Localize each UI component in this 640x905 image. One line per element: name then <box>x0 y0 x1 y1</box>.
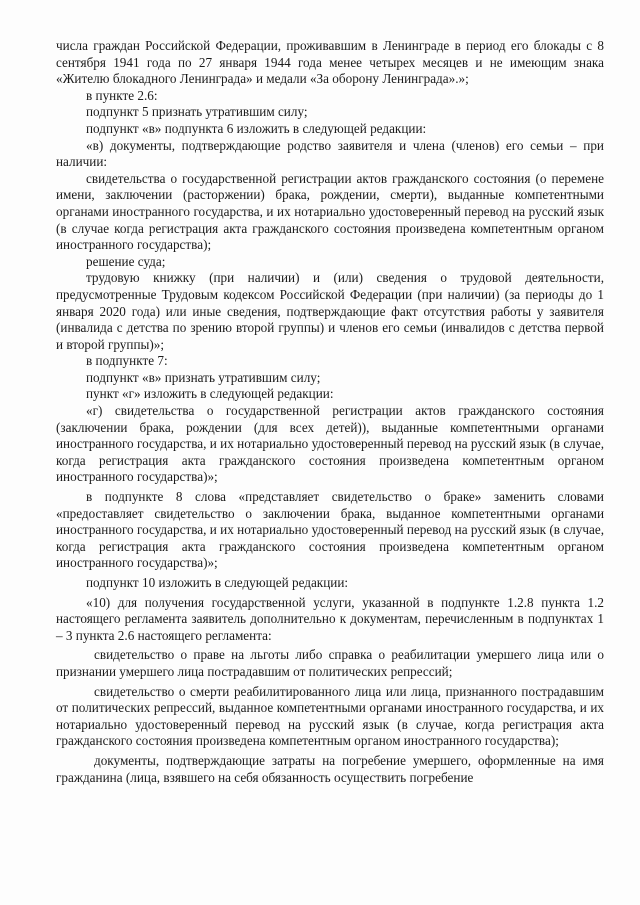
paragraph-subpoint-5: подпункт 5 признать утратившим силу; <box>86 104 308 120</box>
paragraph-court-decision: решение суда; <box>86 253 166 269</box>
paragraph-blockade-residents: числа граждан Российской Федерации, проживавшим в Ленинграде в период его блокады с 8 сентября 1941 года по 27 января 1944 года менее четырех месяцев и не имеющим знака «Жителю блокадного Ленинграда» и медали «За оборону Ленинграда».»; <box>56 38 604 87</box>
paragraph-work-record: трудовую книжку (при наличии) и (или) сведения о трудовой деятельности, предусмотренные Трудовым кодексом Российской Федерации (при наличии) (за периоды до 1 января 2020 года) или иные сведения, подтверждающие факт отсутствия работы у заявителя (инвалида с детства по зрению второй группы) и членов его семьи (инвалидов с детства первой и второй группы)»; <box>56 270 604 352</box>
paragraph-death-certificate: свидетельство о смерти реабилитированного лица или лица, признанного пострадавшим от политических репрессий, выданное компетентными органами иностранного государства, и их нотариально удостоверенный перевод на русский язык (в случае, когда регистрация акта гражданского состояния произведена компетентным органом иностранного государства); <box>56 683 604 749</box>
paragraph-subpoint-v-text: «в) документы, подтверждающие родство заявителя и члена (членов) его семьи – при наличии: <box>56 137 604 170</box>
paragraph-point-g-intro: пункт «г» изложить в следующей редакции: <box>86 386 334 402</box>
paragraph-subpoint-7: в подпункте 7: <box>86 353 168 369</box>
paragraph-subpoint-10-intro: подпункт 10 изложить в следующей редакции: <box>86 575 349 590</box>
paragraph-civil-certificates: свидетельства о государственной регистрации актов гражданского состояния (о перемене имени, заключении (расторжении) брака, рождении, смерти), выданные компетентными органами иностранного государства, и их нотариально удостоверенный перевод на русский язык (в случае когда регистрация акта гражданского состояния произведена компетентным органом иностранного государства); <box>56 170 604 253</box>
document-body <box>56 38 604 786</box>
paragraph-subpoint-10-text: «10) для получения государственной услуги, указанной в подпункте 1.2.8 пункта 1.2 настоящего регламента заявитель дополнительно к документам, перечисленным в подпунктах 1 – 3 пункта 2.6 настоящего регламента: <box>56 594 604 643</box>
paragraph-burial-expenses: документы, подтверждающие затраты на погребение умершего, оформленные на имя гражданина (лица, взявшего на себя обязанность осуществить погребение <box>56 752 604 785</box>
paragraph-subpoint-8: в подпункте 8 слова «представляет свидетельство о браке» заменить словами «предоставляет свидетельство о заключении брака, выданное компетентными органами иностранного государства, и их нотариально удостоверенный перевод на русский язык (в случае, когда регистрация акта гражданского состояния произведена компетентным органом иностранного государства)»; <box>56 489 604 571</box>
paragraph-subpoint-v-intro: подпункт «в» подпункта 6 изложить в следующей редакции: <box>86 120 427 136</box>
paragraph-subpoint-v-void: подпункт «в» признать утратившим силу; <box>86 369 321 385</box>
paragraph-point-2-6: в пункте 2.6: <box>86 87 158 103</box>
paragraph-point-g-text: «г) свидетельства о государственной регистрации актов гражданского состояния (заключении брака, рождении (для всех детей)), выданные компетентными органами иностранного государства, и их нотариально удостоверенный перевод на русский язык (в случае, когда регистрация акта гражданского состояния произведена компетентным органом иностранного государства)»; <box>56 403 604 485</box>
paragraph-benefits-certificate: свидетельство о праве на льготы либо справка о реабилитации умершего лица или о признании умершего лица пострадавшим от политических репрессий; <box>56 647 604 679</box>
